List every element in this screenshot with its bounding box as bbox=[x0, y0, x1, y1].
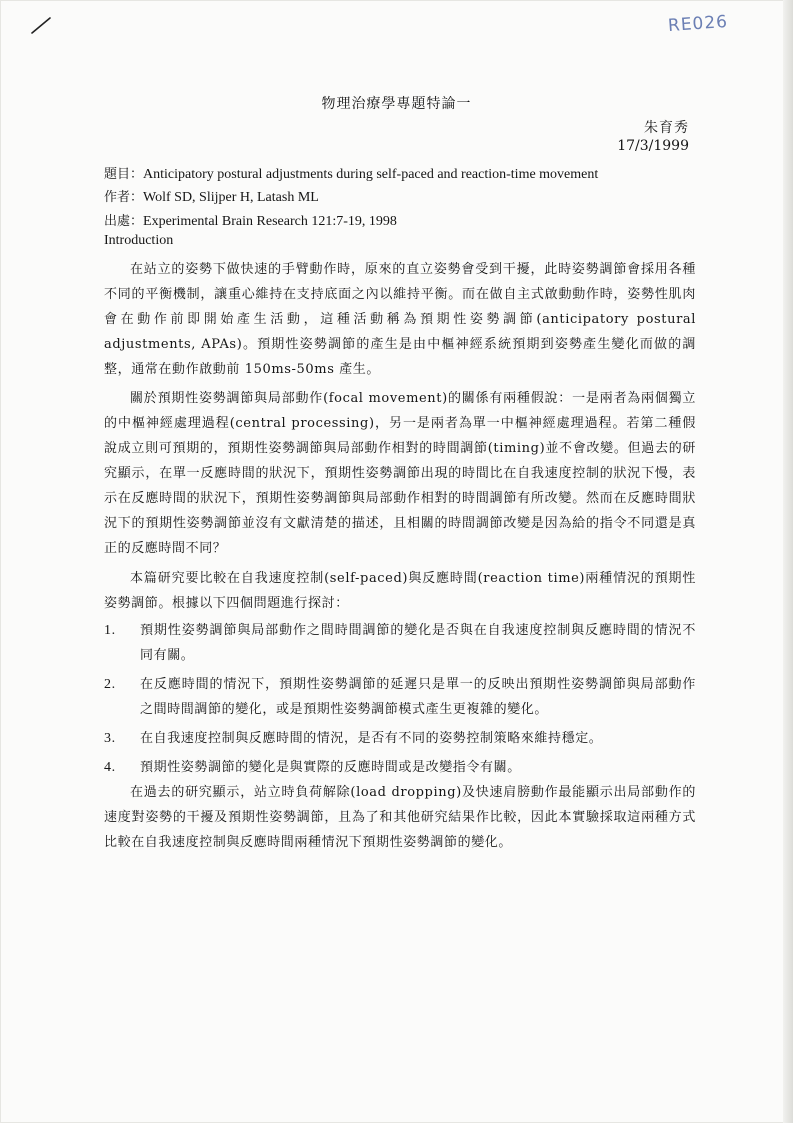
handwritten-code: RE026 bbox=[667, 11, 729, 37]
meta-topic bbox=[104, 163, 598, 183]
list-item-number: 2. bbox=[104, 677, 116, 692]
list-item bbox=[104, 672, 696, 722]
list-item-text: 在自我速度控制與反應時間的情況，是否有不同的姿勢控制策略來維持穩定。 bbox=[140, 731, 603, 746]
list-item-number: 3. bbox=[104, 731, 116, 746]
closing-paragraph: 在過去的研究顯示，站立時負荷解除(load dropping)及快速肩膀動作最能顯示出局部動作的速度對姿勢的干擾及預期性姿勢調節，且為了和其他研究結果作比較，因此本實驗採取這兩種方式比較在自我速度控制與反應時間兩種情況下預期性姿勢調節的變化。 bbox=[104, 785, 696, 850]
meta-source bbox=[104, 210, 397, 230]
meta-source-value: Experimental Brain Research 121:7-19, 1998 bbox=[143, 214, 397, 229]
document-date: 17/3/1999 bbox=[617, 138, 689, 154]
list-item bbox=[104, 618, 696, 668]
intro-paragraph-3: 本篇研究要比較在自我速度控制(self-paced)與反應時間(reaction time)兩種情況的預期性姿勢調節。根據以下四個問題進行探討： bbox=[104, 571, 696, 611]
meta-topic-value: Anticipatory postural adjustments during self-paced and reaction-time movement bbox=[143, 167, 599, 182]
meta-authors-value: Wolf SD, Slijper H, Latash ML bbox=[143, 190, 319, 205]
list-item-number: 1. bbox=[104, 623, 116, 638]
author-name: 朱育秀 bbox=[644, 120, 689, 136]
research-questions-list bbox=[104, 618, 696, 784]
intro-paragraph-1: 在站立的姿勢下做快速的手臂動作時，原來的直立姿勢會受到干擾，此時姿勢調節會採用各種不同的平衡機制，讓重心維持在支持底面之內以維持平衡。而在做自主式啟動動作時，姿勢性肌肉會在動作前即開始產生活動，這種活動稱為預期性姿勢調節(anticipatory postural adjustments, APAs)。預期性姿勢調節的產生是由中樞神經系統預期到姿勢產生變化而做的調整，通常在動作啟動前 150ms-50ms 產生。 bbox=[104, 262, 696, 377]
document-title: 物理治療學專題特論一 bbox=[321, 96, 472, 112]
list-item-text: 預期性姿勢調節與局部動作之間時間調節的變化是否與在自我速度控制與反應時間的情況不同有關。 bbox=[140, 623, 696, 663]
list-item-text: 在反應時間的情況下，預期性姿勢調節的延遲只是單一的反映出預期性姿勢調節與局部動作之間時間調節的變化，或是預期性姿勢調節模式產生更複雜的變化。 bbox=[140, 677, 696, 717]
meta-authors-label: 作者： bbox=[104, 190, 144, 205]
meta-source-label: 出處： bbox=[104, 214, 144, 229]
list-item bbox=[104, 726, 696, 751]
section-heading-introduction: Introduction bbox=[104, 233, 174, 248]
page-edge-shadow bbox=[783, 0, 793, 1123]
meta-authors bbox=[104, 186, 319, 206]
list-item-number: 4. bbox=[104, 760, 116, 775]
meta-topic-label: 題目： bbox=[104, 167, 144, 182]
list-item bbox=[104, 755, 696, 780]
intro-paragraph-2: 關於預期性姿勢調節與局部動作(focal movement)的關係有兩種假說：一是兩者為兩個獨立的中樞神經處理過程(central processing)，另一是兩者為單一中樞神經處理過程。若第二種假說成立則可預期的，預期性姿勢調節與局部動作相對的時間調節(timing)並不會改變。但過去的研究顯示，在單一反應時間的狀況下，預期性姿勢調節出現的時間比在自我速度控制的狀況下慢，表示在反應時間的狀況下，預期性姿勢調節與局部動作相對的時間調節有所改變。然而在反應時間狀況下的預期性姿勢調節並沒有文獻清楚的描述，且相關的時間調節改變是因為給的指令不同還是真正的反應時間不同？ bbox=[104, 391, 696, 556]
pen-stroke-mark bbox=[30, 16, 52, 34]
list-item-text: 預期性姿勢調節的變化是與實際的反應時間或是改變指令有關。 bbox=[140, 760, 521, 775]
